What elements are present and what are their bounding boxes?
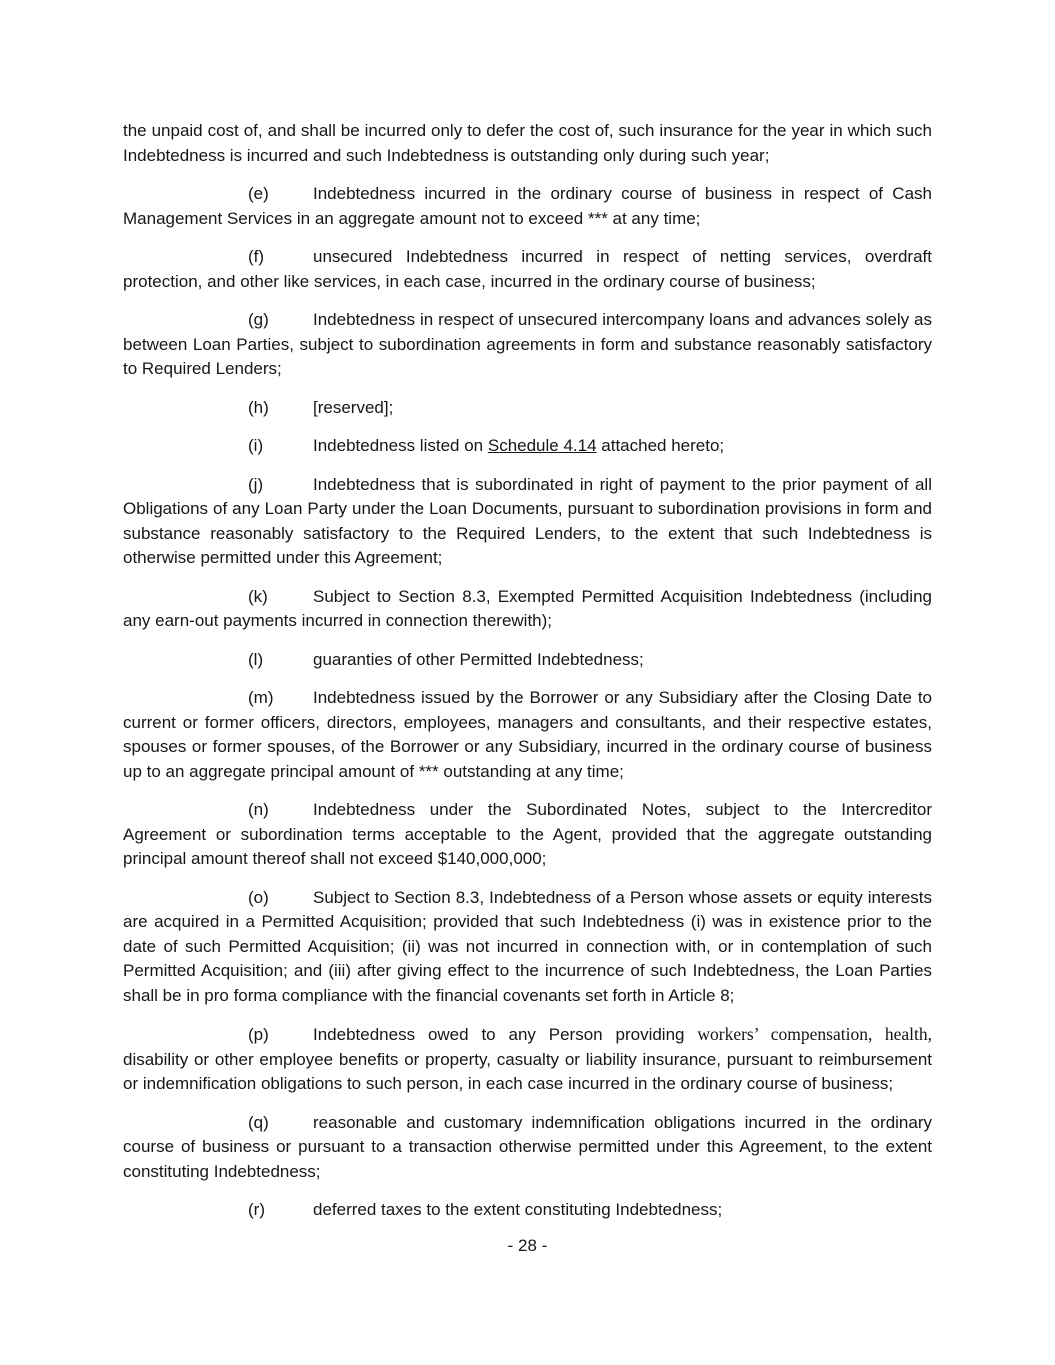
- clause-m: [123, 686, 932, 784]
- text-run: Indebtedness that is subordinated in right of payment to the prior payment of all Obligations of any Loan Party under the Loan Documents, pursuant to subordination provisions in form and substance reasonably satisfactory to the Required Lenders, to the extent that such Indebtedness is otherwise permitted under this Agreement;: [123, 474, 932, 567]
- clause-list: [123, 182, 932, 1223]
- clause-label: (p): [248, 1025, 269, 1044]
- clause-h: [123, 396, 932, 421]
- clause-label: (e): [248, 184, 269, 203]
- clause-label: (j): [248, 474, 264, 494]
- clause-label: (m): [248, 688, 274, 707]
- page-number: - 28 -: [507, 1235, 548, 1255]
- clause-label: (g): [248, 310, 269, 329]
- clause-g: [123, 308, 932, 382]
- text-run: Subject to Section 8.3, Indebtedness of a Person whose assets or equity interests are acquired in a Permitted Acquisition; provided that such Indebtedness (i) was in existence prior to the date of such Permitted Acquisition; (ii) was not incurred in connection with, or in contemplation of such Permitted Acquisition; and (iii) after giving effect to the incurrence of such Indebtedness, the Loan Parties shall be in pro forma compliance with the financial covenants set forth in Article 8;: [123, 887, 932, 1005]
- text-run: guaranties of other Permitted Indebtedness;: [313, 649, 644, 669]
- text-run: disability or other employee benefits or property, casualty or liability insurance, pursuant to reimbursement or indemnification obligations to such person, in each case incurred in the ordinary course of business;: [123, 1049, 932, 1093]
- paragraph-continuation: the unpaid cost of, and shall be incurred only to defer the cost of, such insurance for the year in which such Indebtedness is incurred and such Indebtedness is outstanding only during such year;: [123, 121, 932, 165]
- clause-l: [123, 648, 932, 673]
- text-run: unsecured Indebtedness incurred in respect of netting services, overdraft protection, and other like services, in each case, incurred in the ordinary course of business;: [123, 247, 932, 291]
- clause-label: (i): [248, 436, 264, 455]
- text-run: Indebtedness owed to any Person providing: [313, 1025, 698, 1044]
- clause-label: (k): [248, 586, 268, 606]
- clause-label: (r): [248, 1200, 265, 1219]
- clause-label: (q): [248, 1112, 269, 1132]
- clause-label: (h): [248, 397, 269, 417]
- text-run: Indebtedness in respect of unsecured intercompany loans and advances solely as between Loan Parties, subject to subordination agreements in form and substance reasonably satisfactory to Required Lenders;: [123, 310, 932, 378]
- text-run-underline: Schedule 4.14: [487, 436, 597, 455]
- clause-q: [123, 1111, 932, 1185]
- clause-label: (f): [248, 247, 265, 266]
- text-run: Indebtedness issued by the Borrower or any Subsidiary after the Closing Date to current or former officers, directors, employees, managers and consultants, and their respective estates, spouses or former spouses, of the Borrower or any Subsidiary, incurred in the ordinary course of business up to an aggregate principal amount of *** outstanding at any time;: [123, 688, 932, 781]
- clause-r: [123, 1198, 932, 1223]
- text-run-serif: workers’ compensation, health,: [697, 1024, 932, 1044]
- text-run: Subject to Section 8.3, Exempted Permitted Acquisition Indebtedness (including any earn-out payments incurred in connection therewith);: [123, 586, 932, 630]
- clause-k: [123, 585, 932, 634]
- text-run: attached hereto;: [596, 436, 725, 455]
- text-run: Indebtedness incurred in the ordinary course of business in respect of Cash Management Services in an aggregate amount not to exceed *** at any time;: [123, 184, 932, 228]
- clause-j: [123, 473, 932, 571]
- clause-o: [123, 886, 932, 1009]
- clause-n: [123, 798, 932, 872]
- clause-p: [123, 1022, 932, 1097]
- clause-label: (o): [248, 887, 269, 907]
- document-body: [123, 119, 932, 1258]
- text-run: deferred taxes to the extent constituting Indebtedness;: [313, 1200, 723, 1219]
- text-run: Indebtedness under the Subordinated Notes, subject to the Intercreditor Agreement or subordination terms acceptable to the Agent, provided that the aggregate outstanding principal amount thereof shall not exceed $140,000,000;: [123, 800, 932, 868]
- clause-label: (l): [248, 649, 264, 669]
- clause-f: [123, 245, 932, 294]
- text-run: [reserved];: [313, 397, 394, 417]
- text-run: Indebtedness listed on: [313, 436, 488, 455]
- text-run: reasonable and customary indemnification obligations incurred in the ordinary course of business or pursuant to a transaction otherwise permitted under this Agreement, to the extent constituting Indebtedness;: [123, 1112, 932, 1181]
- clause-e: [123, 182, 932, 231]
- clause-i: [123, 434, 932, 459]
- clause-label: (n): [248, 800, 269, 819]
